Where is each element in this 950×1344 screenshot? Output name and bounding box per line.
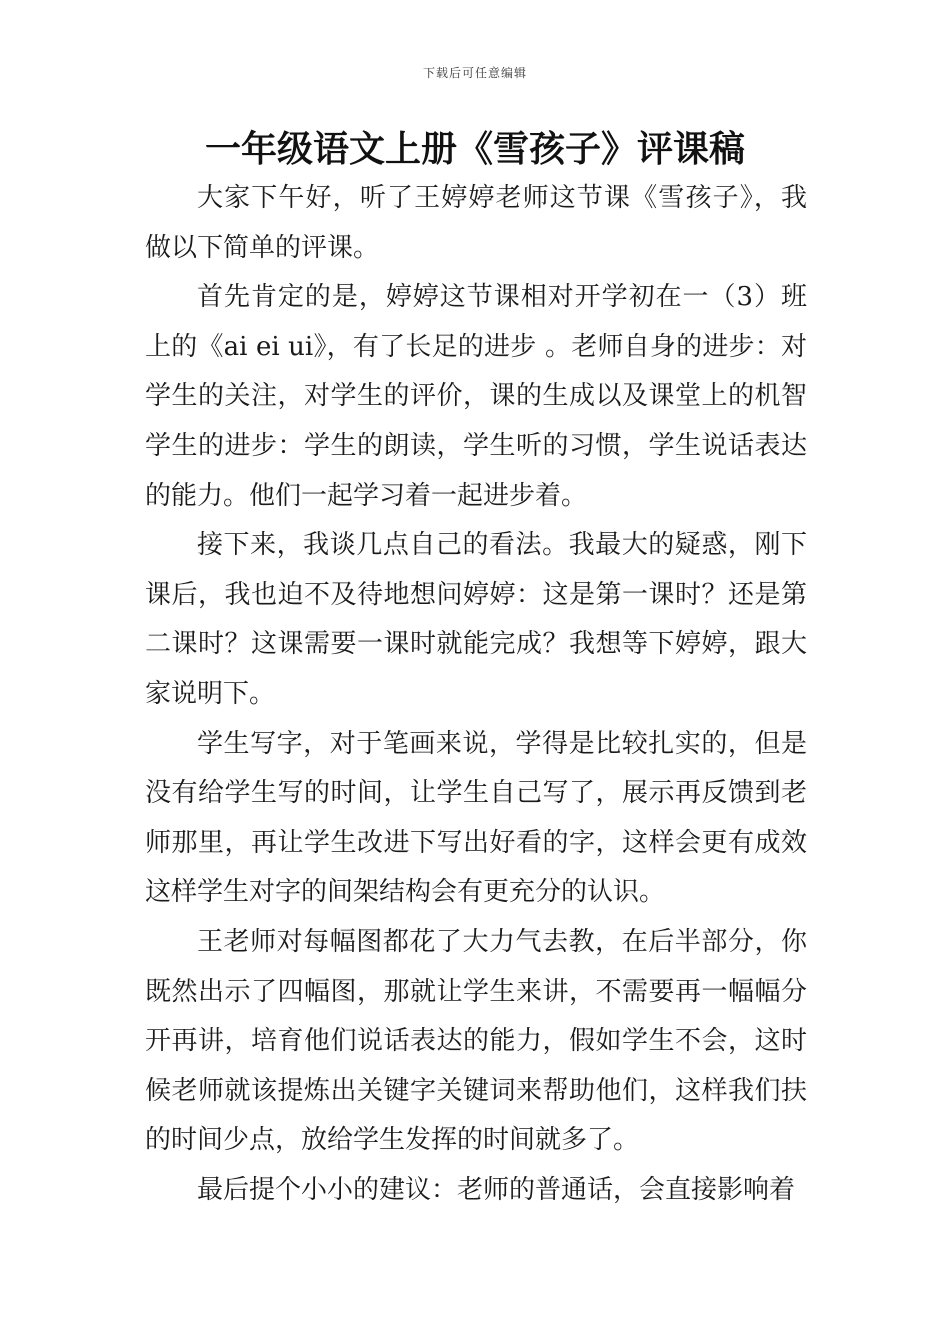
paragraph-writing: 学生写字，对于笔画来说，学得是比较扎实的，但是没有给学生写的时间，让学生自己写了，展示再反馈到老师那里，再让学生改进下写出好看的字，这样会更有成效这样学生对字的间架结构会有更充分的认识。: [145, 728, 807, 908]
header-note: 下载后可任意编辑: [422, 66, 527, 80]
paragraph-question: 接下来，我谈几点自己的看法。我最大的疑惑，刚下课后，我也迫不及待地想问婷婷：这是第一课时？还是第二课时？这课需要一课时就能完成？我想等下婷婷，跟大家说明下。: [145, 530, 807, 709]
paragraph-progress: 首先肯定的是，婷婷这节课相对开学初在一（3）班上的《ai ei ui》，有了长足的进步 。老师自身的进步：对学生的关注，对学生的评价，课的生成以及课堂上的机智学生的进步：学生的朗读，学生听的习惯，学生说话表达的能力。他们一起学习着一起进步着。: [145, 282, 807, 511]
paragraph-greeting: 大家下午好，听了王婷婷老师这节课《雪孩子》，我做以下简单的评课。: [145, 183, 807, 263]
document-body: [145, 174, 807, 1215]
paragraph-pictures: 王老师对每幅图都花了大力气去教，在后半部分，你既然出示了四幅图，那就让学生来讲，不需要再一幅幅分开再讲，培育他们说话表达的能力，假如学生不会，这时候老师就该提炼出关键字关键词来帮助他们，这样我们扶的时间少点，放给学生发挥的时间就多了。: [145, 926, 807, 1156]
document-title: 一年级语文上册《雪孩子》评课稿: [204, 129, 745, 170]
paragraph-suggestion: 最后提个小小的建议：老师的普通话，会直接影响着: [197, 1174, 796, 1205]
